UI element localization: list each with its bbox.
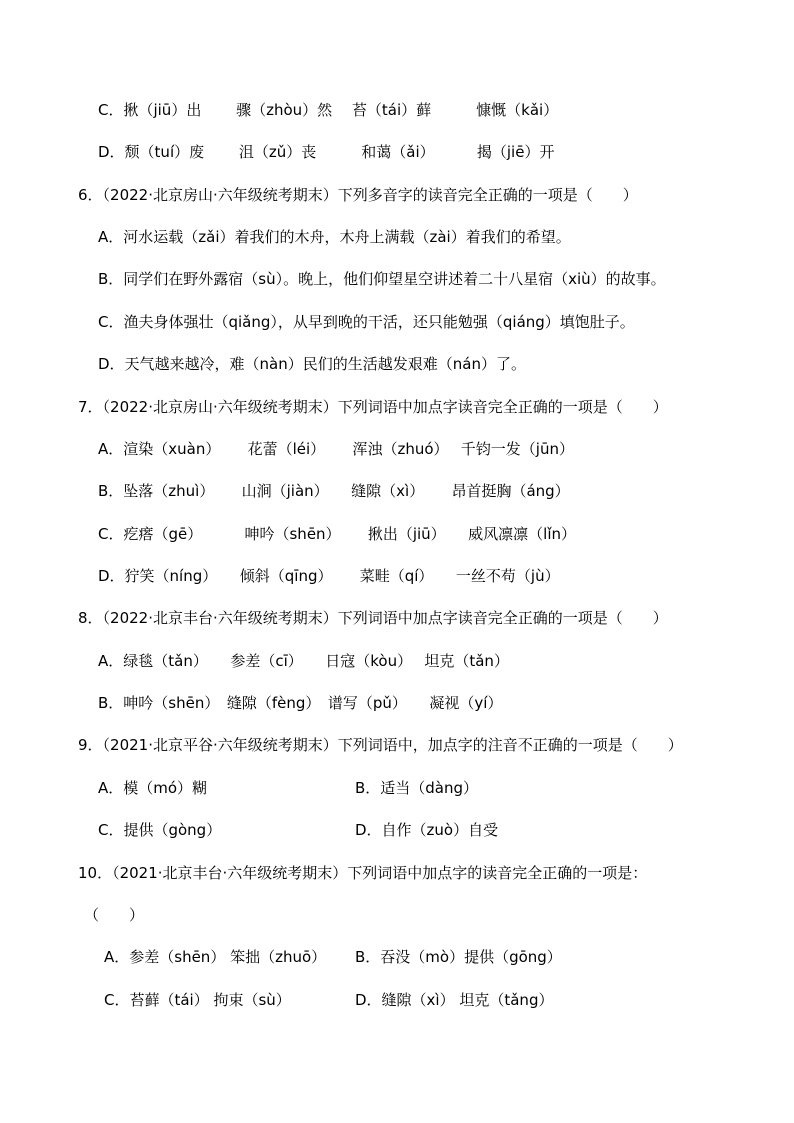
q5-option-c: C．揪（jiū）出 骤（zhòu）然 苔（tái）藓 慷慨（kǎi） [98, 101, 559, 119]
q9-option-d: D．自作（zuò）自受 [355, 821, 499, 839]
q6-option-d: D．天气越来越冷，难（nàn）民们的生活越发艰难（nán）了。 [98, 355, 526, 373]
q8-option-b: B．呻吟（shēn） 缝隙（fèng） 谱写（pǔ） 凝视（yí） [98, 694, 503, 712]
q9-option-c: C．提供（gòng） [98, 821, 222, 839]
q6-option-c: C．渔夫身体强壮（qiǎng），从早到晚的干活，还只能勉强（qiáng）填饱肚子。 [98, 313, 635, 331]
question-8-stem: 8．（2022·北京丰台·六年级统考期末）下列词语中加点字读音完全正确的一项是（ ） [78, 609, 668, 627]
q7-option-c: C．疙瘩（gē） 呻吟（shēn） 揪出（jiū） 威风凛凛（lǐn） [98, 525, 577, 543]
question-9-stem: 9．（2021·北京平谷·六年级统考期末）下列词语中，加点字的注音不正确的一项是（ ） [78, 736, 683, 754]
q10-option-c: C．苔藓（tái） 拘束（sù） [104, 991, 291, 1009]
q10-option-a: A．参差（shēn） 笨拙（zhuō） [104, 948, 327, 966]
q9-option-b: B．适当（dàng） [355, 779, 479, 797]
q10-option-d: D．缝隙（xì） 坦克（tǎng） [355, 991, 554, 1009]
q6-option-b: B．同学们在野外露宿（sù）。晚上，他们仰望星空讲述着二十八星宿（xiù）的故事。 [98, 270, 666, 288]
question-7-stem: 7．（2022·北京房山·六年级统考期末）下列词语中加点字读音完全正确的一项是（ ） [78, 398, 668, 416]
q6-option-a: A．河水运载（zǎi）着我们的木舟，木舟上满载（zài）着我们的希望。 [98, 228, 571, 246]
q5-option-d: D．颓（tuí）废 沮（zǔ）丧 和蔼（ǎi） 揭（jiē）开 [98, 143, 555, 161]
q10-answer-blank: （ ） [84, 906, 145, 924]
question-6-stem: 6．（2022·北京房山·六年级统考期末）下列多音字的读音完全正确的一项是（ ） [78, 186, 638, 204]
q7-option-a: A．渲染（xuàn） 花蕾（léi） 浑浊（zhuó） 千钧一发（jūn） [98, 440, 574, 458]
q9-option-a: A．模（mó）糊 [98, 779, 208, 797]
q8-option-a: A．绿毯（tǎn） 参差（cī） 日寇（kòu） 坦克（tǎn） [98, 652, 509, 670]
q7-option-b: B．坠落（zhuì） 山涧（jiàn） 缝隙（xì） 昂首挺胸（áng） [98, 482, 570, 500]
q10-option-b: B．吞没（mò）提供（gōng） [355, 948, 562, 966]
q7-option-d: D．狞笑（níng） 倾斜（qīng） 菜畦（qí） 一丝不苟（jù） [98, 567, 560, 585]
question-10-stem: 10．（2021·北京丰台·六年级统考期末）下列词语中加点字的读音完全正确的一项是： [78, 864, 648, 882]
